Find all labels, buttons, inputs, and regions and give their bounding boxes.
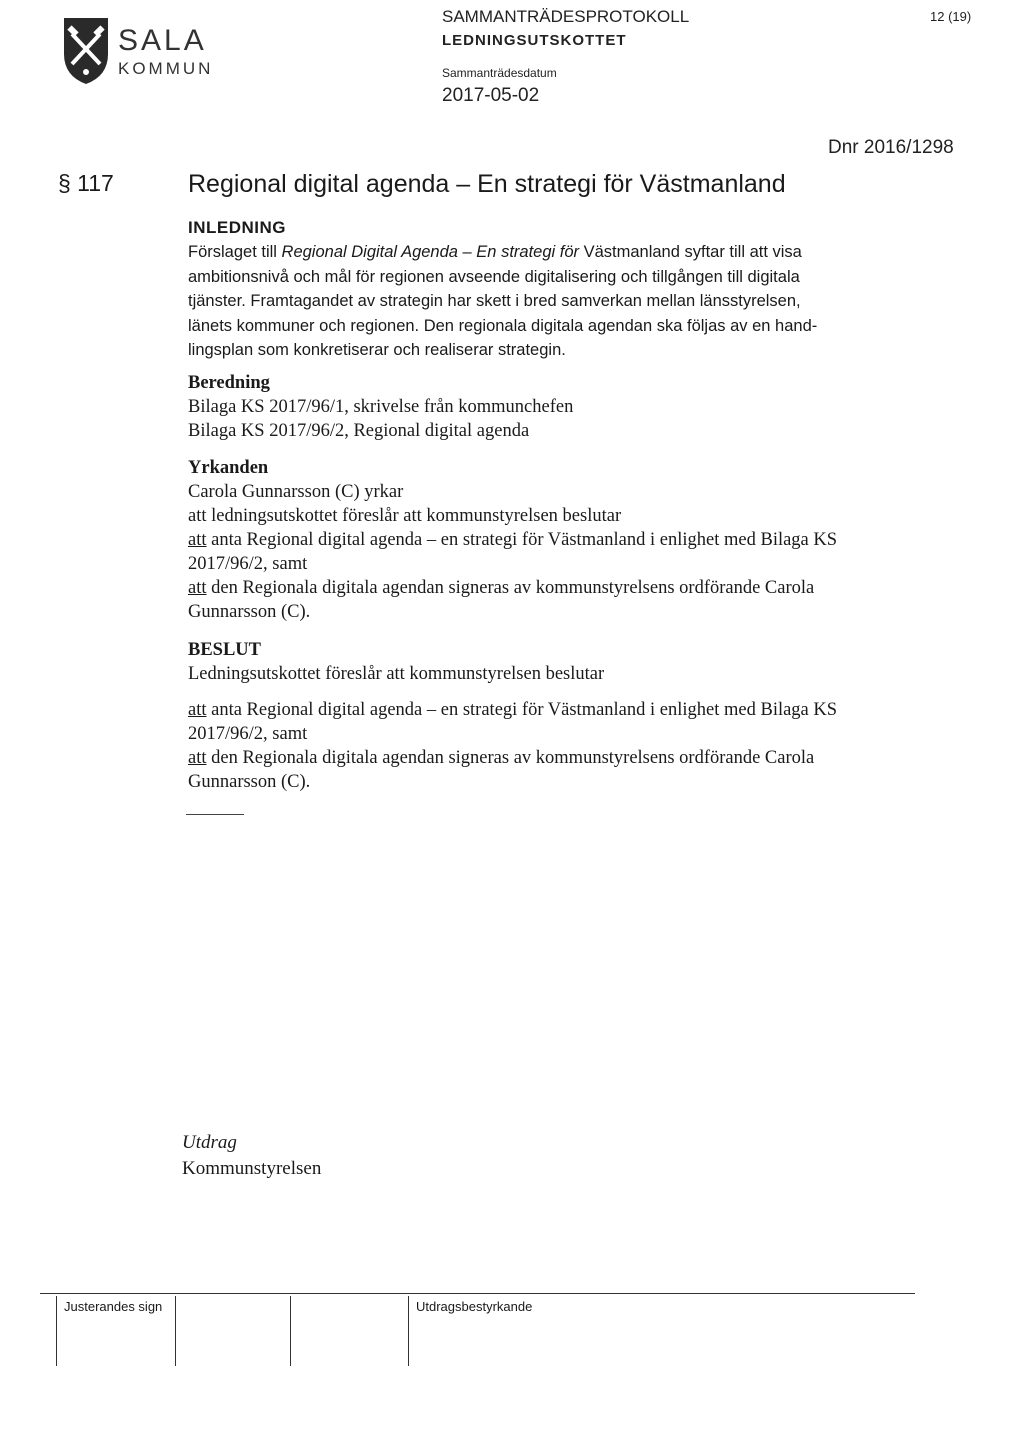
spacer <box>188 686 888 698</box>
decision-section <box>188 638 888 794</box>
section-end-rule <box>186 814 244 815</box>
decision-point-continuation: 2017/96/2, samt <box>188 724 308 744</box>
diary-number: Dnr 2016/1298 <box>828 137 954 158</box>
motion-line: Carola Gunnarsson (C) yrkar <box>188 482 404 502</box>
motion-point-continuation: Gunnarsson (C). <box>188 602 311 622</box>
footer-rule <box>40 1293 915 1294</box>
motions-heading: Yrkanden <box>188 458 269 478</box>
preparation-section <box>188 371 888 443</box>
municipality-subtitle: KOMMUN <box>118 59 214 78</box>
motion-point-continuation: 2017/96/2, samt <box>188 554 308 574</box>
motions-section <box>188 456 888 624</box>
intro-line: ambitionsnivå och mål för regionen avseende digitalisering och tillgången till digitala <box>188 267 800 286</box>
paragraph-number: § 117 <box>58 170 114 196</box>
att-word: att <box>188 700 207 720</box>
extract-label: Utdrag <box>182 1132 237 1153</box>
intro-line: länets kommuner och regionen. Den regionala digitala agendan ska följas av en hand- <box>188 316 818 335</box>
decision-point: att den Regionala digitala agendan signeras av kommunstyrelsens ordförande Carola <box>188 748 815 768</box>
footer-divider <box>175 1296 176 1366</box>
attachment-item: Bilaga KS 2017/96/1, skrivelse från kommunchefen <box>188 397 574 417</box>
decision-point-continuation: Gunnarsson (C). <box>188 772 311 792</box>
page-number: 12 (19) <box>930 9 972 24</box>
document-type: SAMMANTRÄDESPROTOKOLL <box>442 7 690 26</box>
att-word: att <box>188 530 207 550</box>
footer-divider <box>290 1296 291 1366</box>
municipality-name: SALA <box>118 24 207 57</box>
footer-divider <box>408 1296 409 1366</box>
intro-line: lingsplan som konkretiserar och realiserar strategin. <box>188 341 566 359</box>
committee-name: LEDNINGSUTSKOTTET <box>442 32 627 49</box>
att-word: att <box>188 748 207 768</box>
section-title: Regional digital agenda – En strategi för Västmanland <box>188 170 786 198</box>
extract-recipient: Kommunstyrelsen <box>182 1158 322 1179</box>
attachment-item: Bilaga KS 2017/96/2, Regional digital agenda <box>188 421 530 441</box>
footer-divider <box>56 1296 57 1366</box>
intro-line: tjänster. Framtagandet av strategin har skett i bred samverkan mellan länsstyrelsen, <box>188 292 801 310</box>
coat-of-arms-logo <box>60 14 112 86</box>
introduction-heading: INLEDNING <box>188 218 286 237</box>
motion-point: att den Regionala digitala agendan signeras av kommunstyrelsens ordförande Carola <box>188 578 815 598</box>
introduction-section <box>188 216 888 363</box>
motion-point: att anta Regional digital agenda – en strategi för Västmanland i enlighet med Bilaga KS <box>188 530 838 550</box>
motion-line: att ledningsutskottet föreslår att kommunstyrelsen beslutar <box>188 506 622 526</box>
document-title-italic: Regional Digital Agenda – En strategi för <box>281 243 580 261</box>
decision-line: Ledningsutskottet föreslår att kommunstyrelsen beslutar <box>188 664 605 684</box>
adjuster-signature-label: Justerandes sign <box>64 1299 163 1314</box>
preparation-heading: Beredning <box>188 373 270 393</box>
meeting-date: 2017-05-02 <box>442 85 540 106</box>
att-word: att <box>188 578 207 598</box>
intro-line: Förslaget till Regional Digital Agenda – En strategi för Västmanland syftar till att visa <box>188 243 802 261</box>
decision-heading: BESLUT <box>188 640 262 660</box>
extract-certification-label: Utdragsbestyrkande <box>416 1299 533 1314</box>
meeting-date-label: Sammanträdesdatum <box>442 66 557 80</box>
decision-point: att anta Regional digital agenda – en strategi för Västmanland i enlighet med Bilaga KS <box>188 700 838 720</box>
extract-recipients <box>182 1130 321 1182</box>
